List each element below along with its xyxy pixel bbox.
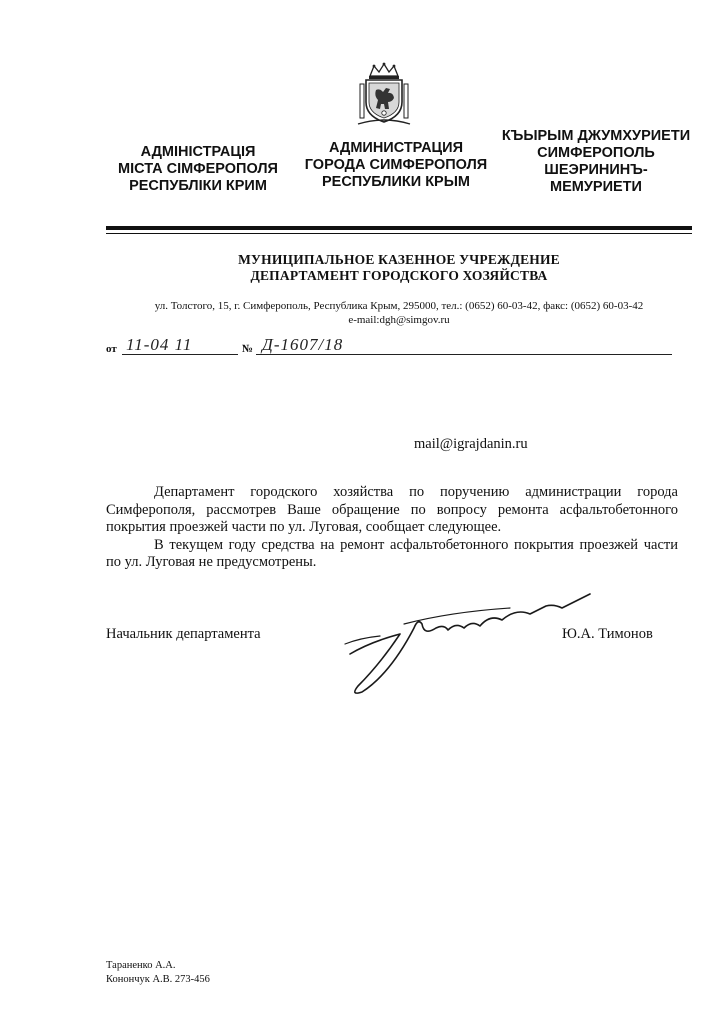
- number-underline: [256, 354, 672, 355]
- header-ua-line-1: АДМІНІСТРАЦІЯ: [140, 144, 256, 160]
- body-paragraph-2: В текущем году средства на ремонт асфальтобетонного покрытия проезжей части по ул. Луговая не предусмотрены.: [106, 536, 678, 570]
- header-ct-line-2: СИМФЕРОПОЛЬ: [537, 145, 655, 161]
- registration-line: [106, 335, 672, 357]
- number-handwritten: Д-1607/18: [262, 335, 344, 354]
- header-crimean-tatar: [496, 128, 696, 196]
- header-ua-line-2: МІСТА СІМФЕРОПОЛЯ: [118, 161, 278, 177]
- date-label: от: [106, 343, 117, 355]
- header-ru-line-1: АДМИНИСТРАЦИЯ: [328, 140, 463, 156]
- recipient-email: mail@igrajdanin.ru: [414, 436, 528, 452]
- department-email: e-mail:dgh@simgov.ru: [348, 314, 450, 326]
- body-paragraph-1: Департамент городского хозяйства по поручению администрации города Симферополя, рассмотрев Ваше обращение по вопросу ремонта асфальтобетонного покрытия проезжей части по ул. Луговая, сообщает следующее.: [106, 484, 678, 535]
- department-address: ул. Толстого, 15, г. Симферополь, Республика Крым, 295000, тел.: (0652) 60-03-42, факс: (0652) 60-03-42: [154, 300, 644, 312]
- executor-2: Конончук А.В. 273-456: [106, 974, 210, 985]
- letter-body: [106, 484, 678, 572]
- number-label: №: [242, 343, 254, 355]
- signatory-title: Начальник департамента: [106, 626, 261, 642]
- header-ua-line-3: РЕСПУБЛІКИ КРИМ: [129, 178, 267, 194]
- header-rule-thin: [106, 233, 692, 234]
- department-name-line-1: МУНИЦИПАЛЬНОЕ КАЗЕННОЕ УЧРЕЖДЕНИЕ: [238, 252, 560, 267]
- date-handwritten: 11-04 11: [126, 335, 193, 354]
- header-ct-line-1: КЪЫРЫМ ДЖУМХУРИЕТИ: [501, 128, 691, 144]
- date-underline: [122, 354, 238, 355]
- header-russian: [296, 140, 496, 191]
- handwritten-signature: [340, 584, 600, 700]
- department-name-line-2: ДЕПАРТАМЕНТ ГОРОДСКОГО ХОЗЯЙСТВА: [250, 268, 548, 283]
- header-ru-line-2: ГОРОДА СИМФЕРОПОЛЯ: [304, 157, 488, 173]
- header-ukrainian: [104, 144, 292, 195]
- executor-1: Тараненко А.А.: [106, 960, 176, 971]
- header-ru-line-3: РЕСПУБЛИКИ КРЫМ: [321, 174, 470, 190]
- header-ct-line-3: ШЕЭРИНИНЪ-: [544, 162, 648, 178]
- header-ct-line-4: МЕМУРИЕТИ: [550, 179, 642, 195]
- signatory-name: Ю.А. Тимонов: [562, 626, 653, 642]
- coat-of-arms-emblem: [356, 62, 412, 126]
- header-rule-thick: [106, 226, 692, 230]
